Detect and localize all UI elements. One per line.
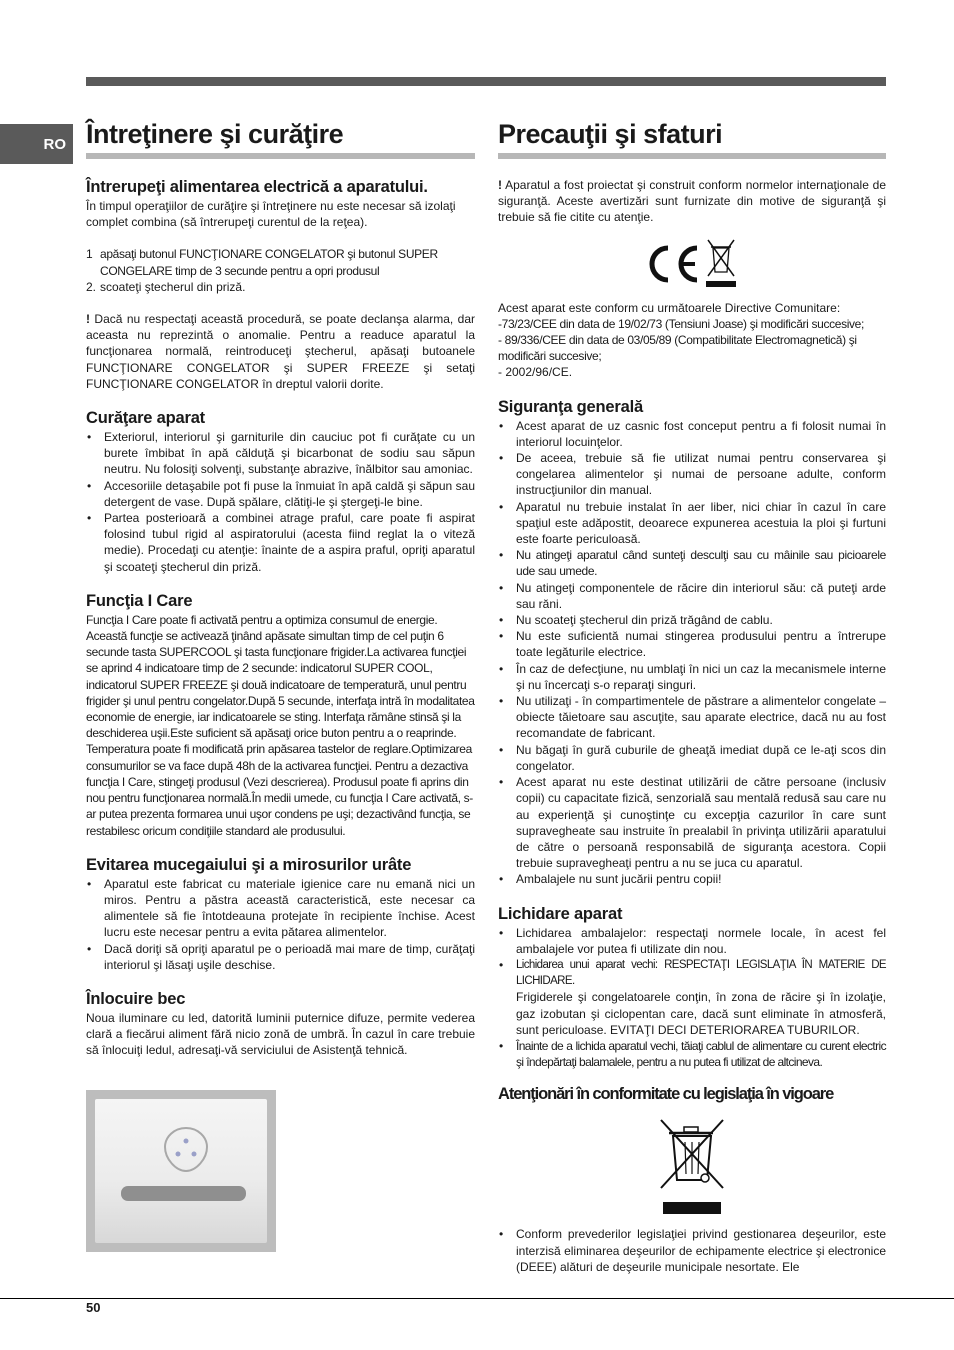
led-icon	[161, 1125, 211, 1175]
intro-text: Aparatul a fost proiectat şi construit conform normelor internaţionale de siguranţă. Aceste avertizări sunt furnizate din motive de siguranţă şi trebuie să fie citite cu atenţie.	[498, 178, 887, 225]
list-item: • Conform prevederilor legislaţiei privind gestionarea deşeurilor, este interzisă eliminarea deşeurilor de echipamente electrice şi electronice (DEEE) alături de deşeurile municipale nesortate. Ele	[498, 1226, 886, 1275]
list-item: • Acest aparat de uz casnic fost conceput pentru a fi folosit numai în interiorul locuinţelor.	[498, 418, 886, 450]
bulb-heading: Înlocuire bec	[86, 989, 186, 1008]
step-number: 2.	[86, 279, 97, 294]
directive-line: -73/23/CEE din data de 19/02/73 (Tensiuni Joase) şi modificări succesive;	[498, 316, 864, 331]
led-light-bar	[121, 1186, 246, 1201]
cleaning-heading: Curăţare aparat	[86, 409, 205, 428]
list-item: • Nu atingeţi componentele de răcire din interiorul său: că puteţi arde sau răni.	[498, 580, 886, 612]
unplug-intro: În timpul operaţiilor de curăţire şi întreţinere nu este necesar să izolaţi complet combina (să întrerupeţi curentul de la reţea).	[86, 199, 456, 230]
weee-symbol	[498, 1118, 886, 1216]
cleaning-list	[86, 429, 475, 575]
list-item: • Aparatul nu trebuie instalat în aer liber, nici chiar în cazul în care spaţiul este adăpostit, deoarece expunerea acestuia la ploi şi furtuni este foarte periculoasă.	[498, 499, 886, 548]
mold-list	[86, 876, 475, 973]
disposal-rule: • Lichidarea unui aparat vechi: RESPECTAŢI LEGISLAŢIA ÎN MATERIE DE LICHIDARE.	[516, 958, 886, 988]
warning-mark: !	[86, 312, 90, 327]
list-item: • Accesoriile detaşabile pot fi puse la înmuiat în apă caldă şi săpun sau detergent de vase. După spălare, clătiţi-le şi ştergeţi-le bine.	[86, 478, 475, 510]
intro-mark: !	[498, 178, 502, 192]
directives-intro: Acest aparat este conform cu următoarele Directive Comunitare:	[498, 300, 841, 315]
legal-list	[498, 1226, 886, 1275]
section-title-maintenance: Întreţinere şi curăţire	[86, 118, 475, 159]
crossed-bin-icon	[657, 1118, 727, 1216]
list-item: • Nu scoateţi ştecherul din priză trăgând de cablu.	[498, 612, 886, 628]
steps-list	[86, 246, 475, 295]
list-item: • Nu este suficientă numai stingerea produsului pentru a întrerupe toate legăturile electrice.	[498, 628, 886, 660]
marks-row	[498, 238, 886, 290]
top-rule	[86, 77, 886, 86]
warning-paragraph	[86, 311, 475, 392]
list-item: • De aceea, trebuie să fie utilizat numai pentru conservarea şi congelarea alimentelor şi numai de persoane adulte, conform instrucţiunilor din manual.	[498, 450, 886, 499]
section-title-precautions: Precauţii şi sfaturi	[498, 118, 886, 159]
icare-heading: Funcţia I Care	[86, 591, 193, 610]
ce-mark-icon	[642, 238, 742, 290]
disposal-list	[498, 925, 886, 1071]
warning-text: Dacă nu respectaţi această procedură, se poate declanşa alarma, dar aceasta nu reprezintă o anomalie. Pentru a readuce aparatul la funcţionarea normală, reintroduceţi ştecherul, apăsaţi butoanele FUNCŢIONARE CONGELATOR şi SUPER FREEZE şi setaţi FUNCŢIONARE CONGELATOR în dreptul valorii dorite.	[86, 312, 475, 391]
icare-text: Funcţia I Care poate fi activată pentru a optimiza consumul de energie. Această funcţie se activează ţinând apăsate simultan timp de cel puţin 6 secunde tasta SUPERCOOL şi tasta funcţionare frigider.La activarea funcţiei se aprind 4 indicatoare timp de 2 secunde: indicatorul SUPER COOL, indicatorul SUPER FREEZE şi două indicatoare de temperatură, unul pentru frigider şi unul pentru congelator.După 5 secunde, interfaţa intră în modalitatea economie de energie, iar indicatoarele se sting. Interfaţa rămâne stinsă şi la deschiderea uşii.Este suficient să apăsaţi orice buton pentru a o reaprinde. Temperatura poate fi modificată prin apăsarea tastelor de reglare.Optimizarea consumurilor se va face după 48h de la activarea funcţiei. Pentru a dezactiva funcţia I Care, stingeţi produsul (Vezi descrierea). Produsul poate fi aprins din nou pentru funcţionarea normală.În medii umede, cu funcţia I Care activată, s-ar putea prezenta formarea unui uşor condens pe uşi; dezactivând funcţia, se restabilesc oricum condiţiile standard ale produsului.	[86, 612, 475, 838]
led-light-image	[86, 1090, 276, 1252]
left-column	[86, 118, 475, 1059]
crossed-bin-small	[706, 240, 736, 287]
safety-heading: Siguranţa generală	[498, 397, 643, 416]
list-item: • Lichidarea ambalajelor: respectaţi normele locale, în acest fel ambalajele vor putea fi utilizate din nou.	[498, 925, 886, 957]
list-item: • Partea posterioară a combinei atrage praful, care poate fi aspirat folosind tubul rigid al aspiratorului (acesta fiind reglat la o viteză medie). Procedaţi cu atenţie: înainte de a aspira praful, opriţi aparatul şi scoateţi ştecherul din priză.	[86, 510, 475, 575]
step-text: scoateţi ştecherul din priză.	[100, 279, 246, 294]
step-number: 1	[86, 247, 93, 262]
page-number: 50	[86, 1300, 101, 1315]
list-item	[498, 957, 886, 1038]
list-item: • În caz de defecţiune, nu umblaţi în nici un caz la mecanismele interne şi nu încercaţi s-o reparaţi singuri.	[498, 661, 886, 693]
list-item: • Ambalajele nu sunt jucării pentru copii!	[498, 871, 886, 887]
list-item: • Exteriorul, interiorul şi garniturile din cauciuc pot fi curăţate cu un burete îmbibat în apă călduţă şi bicarbonat de sodiu sau săpun neutru. Nu folosiţi solvenţi, substanţe abrazive, înălbitor sau amoniac.	[86, 429, 475, 478]
list-item: • Nu atingeţi aparatul când sunteţi desculţi sau cu mâinile sau picioarele ude sau umede.	[498, 547, 886, 579]
footer-rule	[0, 1298, 954, 1299]
list-item: • Nu utilizaţi - în compartimentele de păstrare a alimentelor congelate – obiecte tăietoare sau ascuţite, sau aparate electrice, dacă nu au fost recomandate de fabricant.	[498, 693, 886, 742]
list-item: • Acest aparat nu este destinat utilizării de către persoane (inclusiv copii) cu capacitate fizică, senzorială sau mentală redusă sau care nu au experienţă şi cunoştinţe cu excepţia cazurilor în care sunt supravegheate sau instruite în prealabil în privinţa utilizării aparatului de către o persoană responsabilă de siguranţa acestora. Copii trebuie supravegheaţi pentru a nu se juca cu aparatul.	[498, 774, 886, 871]
disposal-note: Frigiderele şi congelatoarele conţin, în zona de răcire şi în izolaţie, gaz izobutan şi ciclopentan care, dacă sunt eliminate în atmosferă, sunt periculoase. EVITAŢI DECI DETERIORAREA TUBURILOR.	[516, 990, 886, 1037]
mold-heading: Evitarea mucegaiului şi a mirosurilor urâte	[86, 855, 412, 874]
disposal-heading: Lichidare aparat	[498, 904, 623, 923]
legal-heading: Atenţionări în conformitate cu legislaţia în vigoare	[498, 1085, 834, 1104]
unplug-heading: Întrerupeţi alimentarea electrică a aparatului.	[86, 178, 428, 196]
step-item	[86, 279, 475, 295]
list-item: • Dacă doriţi să opriţi aparatul pe o perioadă mai mare de timp, curăţaţi interiorul şi lăsaţi uşile deschise.	[86, 941, 475, 973]
right-column	[498, 118, 886, 1275]
directive-line: - 89/336/CEE din data de 03/05/89 (Compatibilitate Electromagnetică) şi modificări succesive;	[498, 333, 857, 364]
list-item: • Nu băgaţi în gură cuburile de gheaţă imediat după ce le-aţi scos din congelator.	[498, 742, 886, 774]
step-text: apăsaţi butonul FUNCŢIONARE CONGELATOR şi butonul SUPER CONGELARE timp de 3 secunde pentru a opri produsul	[100, 247, 438, 278]
bulb-text: Noua iluminare cu led, datorită luminii puternice difuze, permite vederea clară a fiecărui aliment fără nicio zonă de umbră. În cazul în care trebuie să înlocuiţi ledul, adresaţi-vă serviciului de Asistenţă tehnică.	[86, 1010, 475, 1058]
list-item: • Înainte de a lichida aparatul vechi, tăiaţi cablul de alimentare cu curent electric şi îndepărtaţi balamalele, pentru a nu putea fi utilizat de altcineva.	[498, 1038, 886, 1070]
directive-line: - 2002/96/CE.	[498, 365, 573, 380]
safety-list	[498, 418, 886, 888]
list-item: • Aparatul este fabricat cu materiale igienice care nu emană nici un miros. Pentru a păstra această caracteristică, este necesar ca alimentele să fie întotdeauna protejate în recipiente închise. Acest lucru este necesar pentru a evita pătarea alimentelor.	[86, 876, 475, 941]
intro-paragraph	[498, 177, 886, 226]
step-item	[86, 246, 475, 278]
language-tab: RO	[0, 124, 73, 164]
